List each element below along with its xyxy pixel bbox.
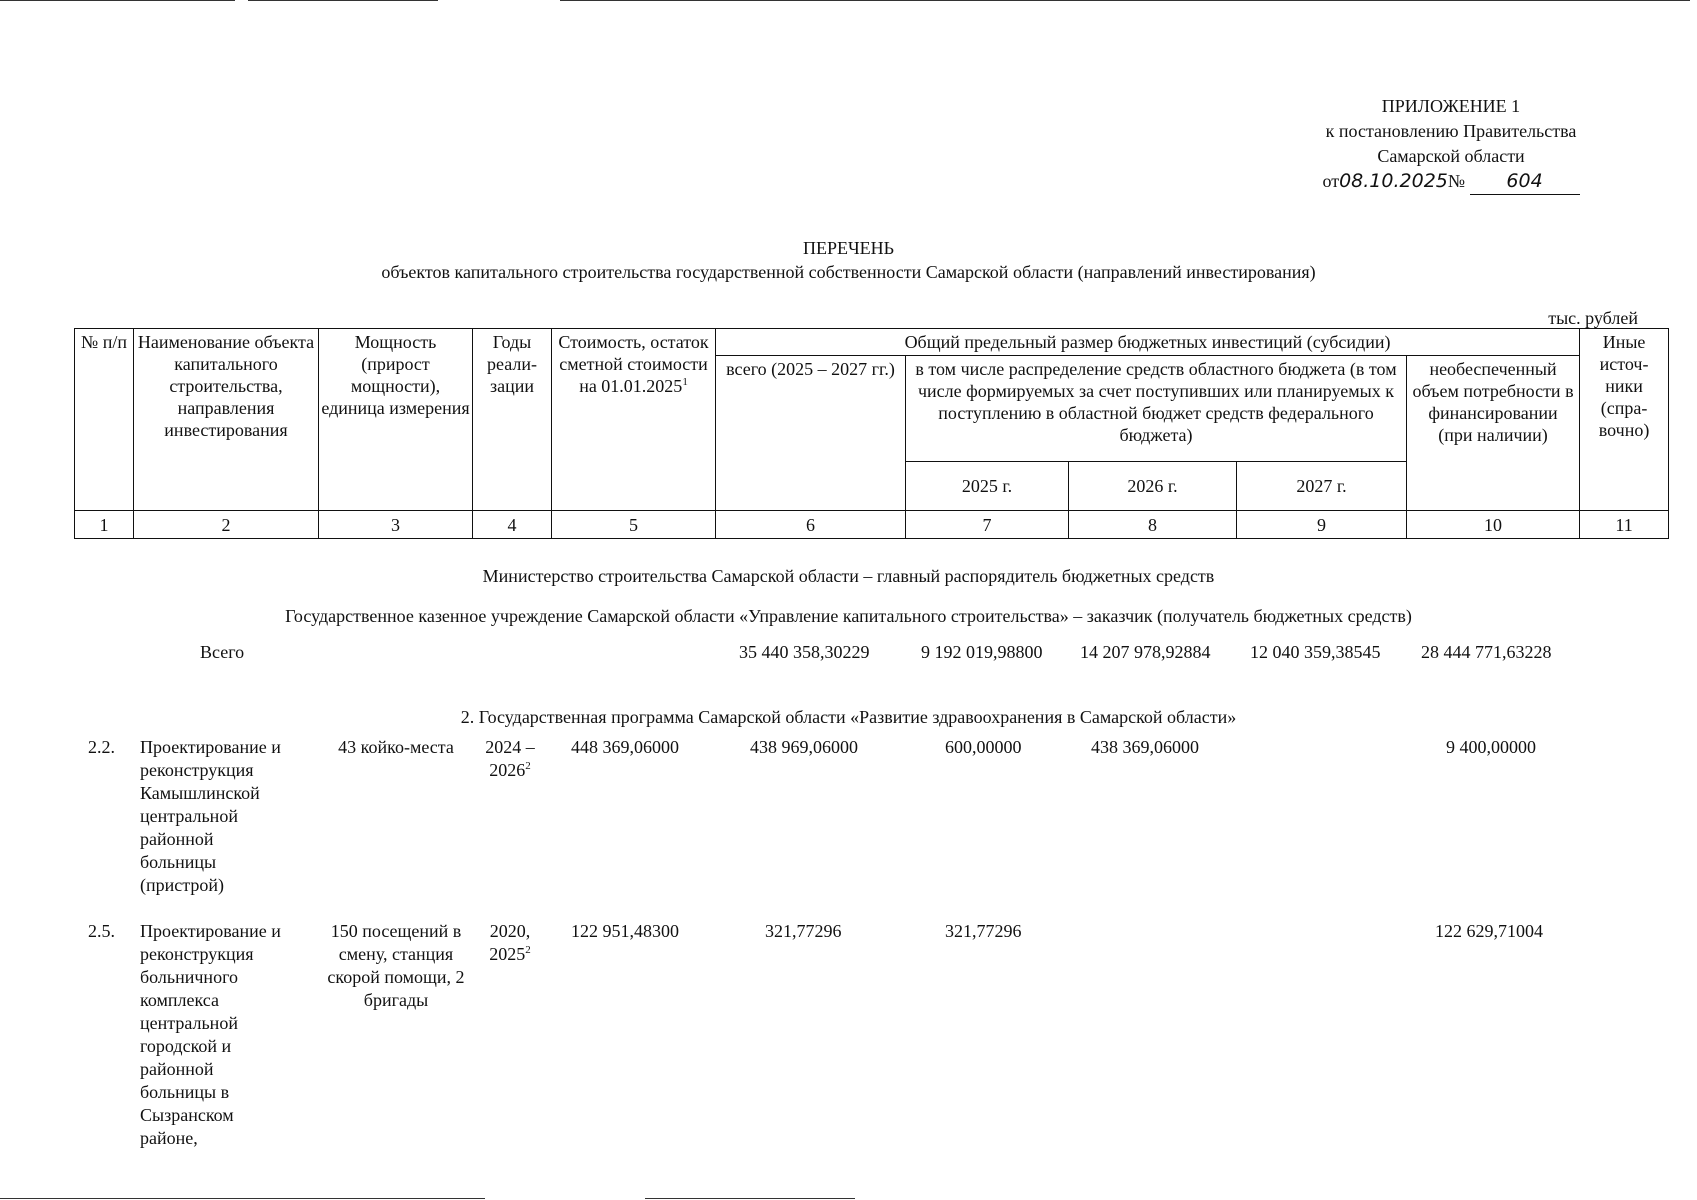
row-number: 2.2. [88, 737, 115, 757]
unit-label: тыс. рублей [1548, 308, 1638, 328]
appendix-date-line [1301, 169, 1601, 195]
row-total: 438 969,06000 [750, 737, 858, 757]
date-prefix: от [1322, 171, 1340, 191]
header-col-unfunded: необеспеченный объем потребности в финансировании (при наличии) [1407, 356, 1580, 511]
total-2027: 12 040 359,38545 [1250, 642, 1381, 662]
header-col-total: всего (2025 – 2027 гг.) [716, 356, 906, 511]
appendix-block [1301, 94, 1601, 195]
row-total: 321,77296 [765, 921, 842, 941]
header-number-cell: 7 [906, 511, 1069, 539]
header-col-2027: 2027 г. [1237, 461, 1407, 510]
header-col-capacity: Мощность (прирост мощности), единица измерения [319, 329, 473, 511]
handwritten-date: 08.10.2025 [1339, 170, 1448, 192]
header-number-cell: 5 [552, 511, 716, 539]
appendix-title: ПРИЛОЖЕНИЕ 1 [1381, 96, 1521, 116]
header-col-other-sources: Иные источ-ники (спра-вочно) [1580, 329, 1669, 511]
header-group-regional: в том числе распределение средств областного бюджета (в том числе формируемых за счет поступивших или планируемых к поступлению в областной бюджет средств федерального бюджета) [906, 356, 1407, 462]
scan-edge-bottom [645, 1198, 855, 1199]
header-col-name: Наименование объекта капитального строительства, направления инвестирования [134, 329, 319, 511]
header-number-cell: 2 [134, 511, 319, 539]
row-capacity: 43 койко-места [338, 737, 454, 757]
header-number-cell: 9 [1237, 511, 1407, 539]
total-label: Всего [200, 642, 245, 662]
row-cost: 122 951,48300 [571, 921, 679, 941]
customer-line: Государственное казенное учреждение Самарской области «Управление капитального строительства» – заказчик (получатель бюджетных средств) [285, 606, 1412, 626]
row-unfunded: 9 400,00000 [1446, 737, 1536, 757]
document-title: ПЕРЕЧЕНЬ [802, 238, 895, 258]
total-all: 35 440 358,30229 [739, 642, 870, 662]
header-col-2025: 2025 г. [906, 461, 1069, 510]
row-2025: 321,77296 [945, 921, 1022, 941]
total-2025: 9 192 019,98800 [921, 642, 1043, 662]
header-number-cell: 8 [1069, 511, 1237, 539]
scan-edge-top [560, 0, 1690, 1]
scan-edge-bottom [0, 1198, 485, 1199]
scan-edge-top [0, 0, 235, 1]
header-number-cell: 3 [319, 511, 473, 539]
total-unfunded: 28 444 771,63228 [1421, 642, 1552, 662]
header-number-cell: 11 [1580, 511, 1669, 539]
row-capacity: 150 посещений в смену, станция скорой помощи, 2 бригады [327, 921, 465, 1010]
appendix-line-region: Самарской области [1377, 146, 1525, 166]
total-2026: 14 207 978,92884 [1080, 642, 1211, 662]
row-years: 2024 – 2026$^2$ [485, 737, 535, 780]
header-number-cell: 1 [75, 511, 134, 539]
scan-edge-top [248, 0, 438, 1]
header-table [74, 328, 1669, 539]
header-col-years: Годы реали-зации [473, 329, 552, 511]
document-subtitle: объектов капитального строительства государственной собственности Самарской области (направлений инвестирования) [381, 262, 1316, 282]
ministry-line: Министерство строительства Самарской области – главный распорядитель бюджетных средств [482, 566, 1215, 586]
program-line: 2. Государственная программа Самарской области «Развитие здравоохранения в Самарской области» [460, 707, 1237, 727]
row-object-name: Проектирование и реконструкция Камышлинской центральной районной больницы (пристрой) [140, 737, 281, 895]
row-years: 2020, 2025$^2$ [489, 921, 531, 964]
header-col-number: № п/п [75, 329, 134, 511]
row-2025: 600,00000 [945, 737, 1022, 757]
row-number: 2.5. [88, 921, 115, 941]
row-object-name: Проектирование и реконструкция больничного комплекса центральной городской и районной больницы в Сызранском районе, [140, 921, 281, 1148]
header-col-cost: Стоимость, остаток сметной стоимости на 01.01.2025$^1$ [552, 329, 716, 511]
handwritten-number: 604 [1506, 170, 1543, 192]
header-number-cell: 4 [473, 511, 552, 539]
row-2026: 438 369,06000 [1091, 737, 1199, 757]
header-number-cell: 10 [1407, 511, 1580, 539]
row-cost: 448 369,06000 [571, 737, 679, 757]
header-group-investments: Общий предельный размер бюджетных инвестиций (субсидии) [716, 329, 1580, 356]
header-col-2026: 2026 г. [1069, 461, 1237, 510]
appendix-line-decree: к постановлению Правительства [1325, 121, 1577, 141]
row-unfunded: 122 629,71004 [1435, 921, 1543, 941]
number-prefix: № [1447, 171, 1466, 191]
header-number-cell: 6 [716, 511, 906, 539]
